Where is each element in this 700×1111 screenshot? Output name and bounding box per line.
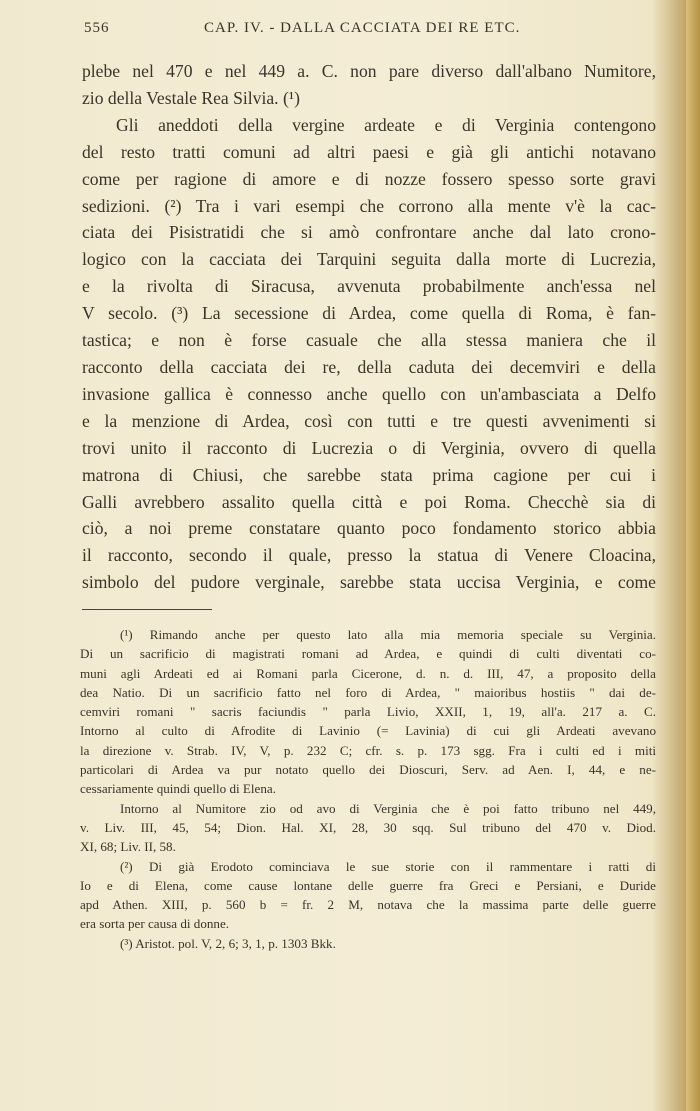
body-line: tastica; e non è forse casuale che alla stessa maniera che il [82,330,656,351]
footnote-line: muni agli Ardeati ed ai Romani parla Cicerone, d. n. d. III, 47, a proposito della [80,665,656,681]
body-line: ciò, a noi preme constatare quanto poco fondamento storico abbia [82,518,656,539]
body-line: V secolo. (³) La secessione di Ardea, come quella di Roma, è fan- [82,303,656,324]
footnote-line: apd Athen. XIII, p. 560 b = fr. 2 M, notava che la massima parte delle guerre [80,897,656,913]
body-text [82,58,656,596]
body-line: del resto tratti comuni ad altri paesi e già gli antichi notavano [82,141,656,162]
body-line: matrona di Chiusi, che sarebbe stata prima cagione per cui i [82,464,656,485]
body-line: trovi unito il racconto di Lucrezia o di Verginia, ovvero di quella [82,437,656,458]
footnote-line: Intorno al culto di Afrodite di Lavinio (= Lavinia) di cui gli Ardeati avevano [80,723,656,739]
footnote-line: cessariamente quindi quello di Elena. [80,781,276,797]
body-line: simbolo del pudore verginale, sarebbe stata uccisa Verginia, e come [82,572,656,593]
page-header [84,20,654,44]
footnote-line: cemviri romani " sacris faciundis " parla Livio, XXII, 1, 19, all'a. 217 a. C. [80,704,656,720]
footnotes [80,625,656,953]
body-line: il racconto, secondo il quale, presso la statua di Venere Cloacina, [82,545,656,566]
footnote-line: particolari di Ardea va pur notato quello dei Dioscuri, Serv. ad Aen. I, 44, e ne- [80,762,656,778]
body-line: invasione gallica è connesso anche quello con un'ambasciata a Delfo [82,383,656,404]
body-line: ciata dei Pisistratidi che si amò confrontare anche dal lato crono- [82,222,656,243]
body-line: racconto della cacciata dei re, della caduta dei decemviri e della [82,356,656,377]
footnote-line: dea Natio. Di un sacrificio fatto nel foro di Ardea, " maioribus hostiis " dai de- [80,684,656,700]
footnote-separator [82,609,212,610]
body-line: zio della Vestale Rea Silvia. (¹) [82,87,300,108]
body-line: e la rivolta di Siracusa, avvenuta probabilmente anch'essa nel [82,276,656,297]
footnote-line: era sorta per causa di donne. [80,916,230,932]
page-edge [686,0,700,1111]
body-line: logico con la cacciata dei Tarquini seguita dalla morte di Lucrezia, [82,249,656,270]
footnote-line: (²) Di già Erodoto cominciava le sue storie con il rammentare i ratti di [120,858,656,874]
body-line: plebe nel 470 e nel 449 a. C. non pare diverso dall'albano Numitore, [82,61,656,81]
footnote-line: (¹) Rimando anche per questo lato alla mia memoria speciale su Verginia. [120,627,656,642]
running-head: CAP. IV. - DALLA CACCIATA DEI RE ETC. [204,20,521,36]
footnote-line: la direzione v. Strab. IV, V, p. 232 C; cfr. s. p. 173 sgg. Fra i culti ed i miti [80,742,656,758]
body-line: sedizioni. (²) Tra i vari esempi che corrono alla mente v'è la cac- [82,195,656,216]
body-line: Galli avrebbero assalito quella città e poi Roma. Checchè sia di [82,491,656,512]
footnote-line: XI, 68; Liv. II, 58. [80,839,176,855]
body-line: come per ragione di amore e di nozze fossero spesso sorte gravi [82,168,656,189]
footnote-line: Io e di Elena, come cause lontane delle guerre fra Greci e Persiani, e Duride [80,877,656,893]
footnote-line: (³) Aristot. pol. V, 2, 6; 3, 1, p. 1303 Bkk. [120,935,336,951]
footnote-line: Di un sacrificio di magistrati romani ad Ardea, e quindi di culti diventati co- [80,646,656,662]
body-line: e la menzione di Ardea, così con tutti e tre questi avvenimenti si [82,410,656,431]
footnote-line: v. Liv. III, 45, 54; Dion. Hal. XI, 28, 30 sqq. Sul tribuno del 470 v. Diod. [80,819,656,835]
footnote-line: Intorno al Numitore zio od avo di Verginia che è poi fatto tribuno nel 449, [120,800,656,816]
body-line: Gli aneddoti della vergine ardeate e di Verginia contengono [116,114,656,135]
page-number: 556 [84,20,110,36]
